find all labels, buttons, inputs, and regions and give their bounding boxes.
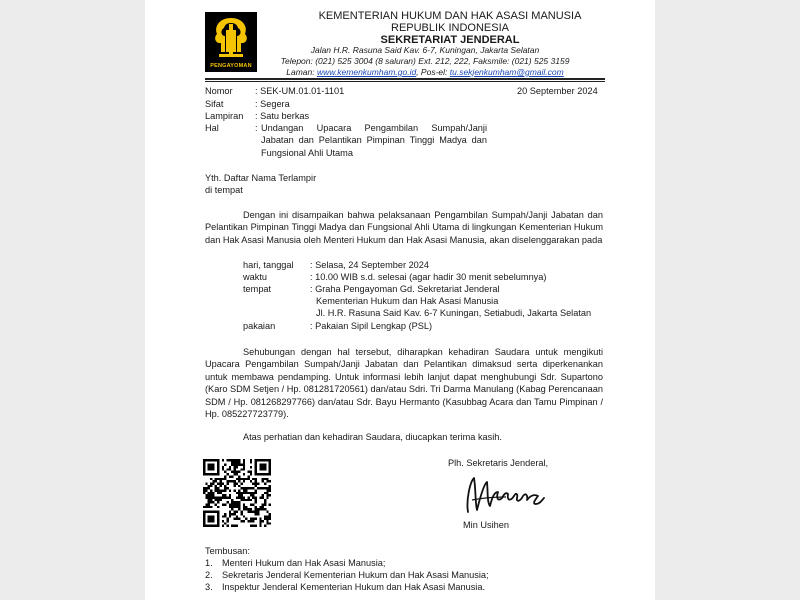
letterhead-address — [255, 45, 595, 78]
email-link[interactable]: tu.sekjenkumham@gmail.com — [449, 67, 564, 77]
lampiran-label: Lampiran — [205, 111, 244, 121]
address-line: Jalan H.R. Rasuna Said Kav. 6-7, Kuningan, Jakarta Selatan — [310, 45, 540, 55]
body-paragraph-2: Sehubungan dengan hal tersebut, diharapkan kehadiran Saudara untuk mengikuti Upacara Pengambilan Sumpah/Janji Jabatan dan Pelantikan dimaksud serta diperkenankan untuk membawa pendamping. Untuk informasi lebih lanjut dapat menghubungi Sdr. Supartono (Karo SDM Setjen / Hp. 081281720561) dan/atau Sdri. Tri Darma Manulang (Kabag Perencanaan SDM / Hp. 081268297766) dan/atau Sdr. Bayu Hermanto (Kasubbag Acara dan Tamu Pimpinan / Hp. 085227723779). — [205, 347, 603, 420]
hal-label: Hal — [205, 123, 219, 133]
cc-item: Inspektur Jenderal Kementerian Hukum dan Hak Asasi Manusia. — [222, 582, 486, 592]
letter-date: 20 September 2024 — [517, 86, 598, 96]
tempat-value-3: Jl. H.R. Rasuna Said Kav. 6-7 Kuningan, Setiabudi, Jakarta Selatan — [316, 308, 592, 318]
letterhead-title — [300, 10, 600, 46]
cc-item: Sekretaris Jenderal Kementerian Hukum dan Hak Asasi Manusia; — [222, 570, 489, 580]
waktu-value: : 10.00 WIB s.d. selesai (agar hadir 30 menit sebelumnya) — [310, 272, 547, 282]
country-name: REPUBLIK INDONESIA — [391, 22, 509, 34]
hari-value: : Selasa, 24 September 2024 — [310, 260, 430, 270]
unit-name: SEKRETARIAT JENDERAL — [380, 34, 520, 46]
pengayoman-tree-icon — [205, 12, 257, 62]
website-link[interactable]: www.kemenkumham.go.id — [316, 67, 417, 77]
web-line — [255, 67, 595, 78]
body-paragraph-1: Dengan ini disampaikan bahwa pelaksanaan Pengambilan Sumpah/Janji Jabatan dan Pelantikan Pimpinan Tinggi Madya dan Fungsional Ahli Utama di lingkungan Kementerian Hukum dan Hak Asasi Manusia oleh Menteri Hukum dan Hak Asasi Manusia, akan diselenggarakan pada — [205, 210, 603, 245]
hal-value: Undangan Upacara Pengambilan Sumpah/Janji Jabatan dan Pelantikan Pimpinan Tinggi Madya dan Fungsional Ahli Utama — [261, 123, 487, 158]
pakaian-label: pakaian — [243, 321, 276, 331]
body-paragraph-3: Atas perhatian dan kehadiran Saudara, diucapkan terima kasih. — [243, 432, 502, 442]
signatory-title: Plh. Sekretaris Jenderal, — [448, 458, 549, 468]
cc-item: Menteri Hukum dan Hak Asasi Manusia; — [222, 558, 386, 568]
ministry-name: KEMENTERIAN HUKUM DAN HAK ASASI MANUSIA — [318, 10, 582, 22]
hari-label: hari, tanggal — [243, 260, 294, 270]
nomor-value: : SEK-UM.01.01-1101 — [255, 86, 345, 96]
tempat-label: tempat — [243, 284, 272, 294]
signatory-name: Min Usihen — [463, 520, 509, 530]
cc-item-number: 1. — [205, 558, 213, 568]
letterhead-divider-thin — [205, 81, 605, 82]
hal-colon: : — [255, 123, 258, 133]
sifat-value: : Segera — [255, 99, 290, 109]
tempat-value-1: : Graha Pengayoman Gd. Sekretariat Jenderal — [310, 284, 500, 294]
pakaian-value: : Pakaian Sipil Lengkap (PSL) — [310, 321, 433, 331]
cc-item-number: 3. — [205, 582, 213, 592]
cc-heading: Tembusan: — [205, 546, 250, 556]
letterhead-divider — [205, 78, 605, 80]
nomor-label: Nomor — [205, 86, 233, 96]
sifat-label: Sifat — [205, 99, 224, 109]
qr-code — [203, 459, 271, 527]
recipient-line: Yth. Daftar Nama Terlampir — [205, 173, 317, 183]
handwritten-signature — [460, 470, 550, 515]
phone-line: Telepon: (021) 525 3004 (8 saluran) Ext. 212, 222, Faksmile: (021) 525 3159 — [280, 56, 570, 66]
laman-label: Laman: — [286, 67, 317, 77]
recipient-place: di tempat — [205, 185, 243, 195]
logo-caption: PENGAYOMAN — [210, 63, 252, 69]
tempat-value-2: Kementerian Hukum dan Hak Asasi Manusia — [316, 296, 499, 306]
cc-item-number: 2. — [205, 570, 213, 580]
letter-page — [145, 0, 655, 600]
waktu-label: waktu — [243, 272, 268, 282]
kemenkumham-logo — [205, 12, 257, 72]
lampiran-value: : Satu berkas — [255, 111, 310, 121]
email-label: , Pos-el: — [416, 67, 450, 77]
